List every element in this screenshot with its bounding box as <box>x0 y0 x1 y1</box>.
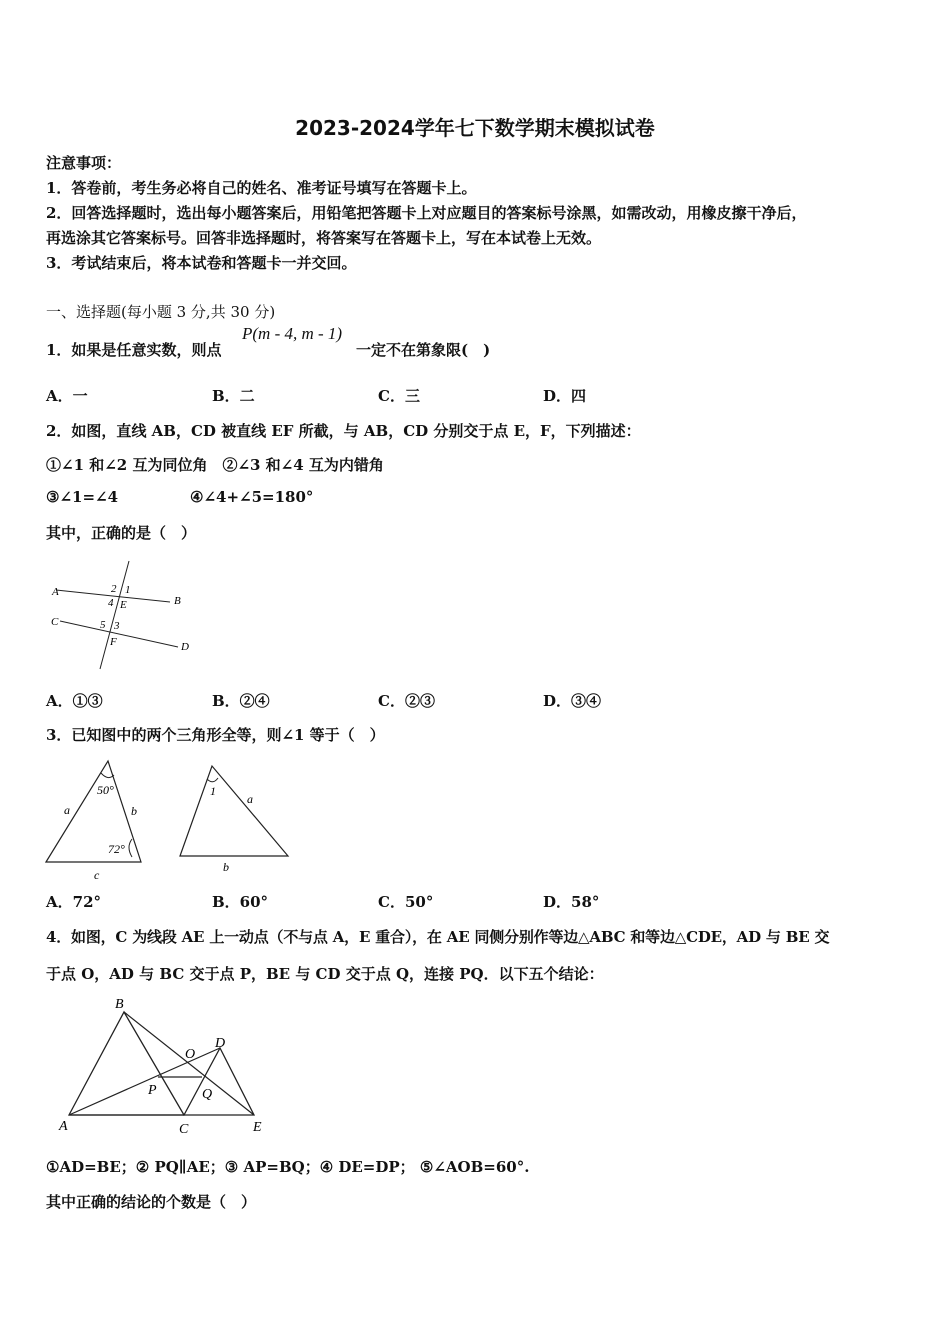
label-angle-5: 5 <box>100 619 106 631</box>
q4-ask: 其中正确的结论的个数是（ ） <box>46 1193 257 1211</box>
label-angle-1: 1 <box>210 784 216 798</box>
notice-item-2a: 2．回答选择题时，选出每小题答案后，用铅笔把答题卡上对应题目的答案标号涂黑，如需改动，用橡皮擦干净后， <box>46 204 807 222</box>
q4-figure <box>52 990 282 1140</box>
q2-stem: 2．如图，直线 AB，CD 被直线 EF 所截，与 AB，CD 分别交于点 E，F，下列描述： <box>46 422 641 440</box>
notice-item-3: 3．考试结束后，将本试卷和答题卡一并交回。 <box>46 254 357 272</box>
label-e: E <box>253 1120 262 1135</box>
label-angle-2: 2 <box>111 583 117 595</box>
triangle-2 <box>180 766 288 856</box>
label-b: B <box>174 595 181 607</box>
label-angle-3: 3 <box>114 620 120 632</box>
q1-option-a: A．一 <box>46 387 88 405</box>
label-b: b <box>131 804 137 818</box>
label-o: O <box>185 1047 196 1062</box>
q1-math-point: P(m - 4, m - 1) <box>242 324 343 343</box>
triangle-abc <box>69 1012 184 1115</box>
label-b: B <box>115 997 124 1012</box>
q3-stem: 3．已知图中的两个三角形全等，则∠1 等于（ ） <box>46 726 385 744</box>
notice-item-1: 1．答卷前，考生务必将自己的姓名、准考证号填写在答题卡上。 <box>46 179 477 197</box>
label-b-2: b <box>223 860 229 874</box>
segment-ad <box>69 1048 220 1115</box>
label-d: D <box>215 1036 226 1051</box>
segment-be <box>124 1012 254 1115</box>
label-72deg: 72° <box>108 842 125 856</box>
q2-option-c: C．②③ <box>378 692 435 710</box>
q2-figure <box>44 555 204 675</box>
notice-item-2b: 再选涂其它答案标号。回答非选择题时，将答案写在答题卡上，写在本试卷上无效。 <box>46 229 602 247</box>
label-a: A <box>59 1119 68 1134</box>
label-a: A <box>52 586 59 598</box>
q2-statement-3: ③∠1=∠4 <box>46 488 119 506</box>
line-ef <box>100 561 129 669</box>
q1-stem-a: 1．如果是任意实数，则点 <box>46 341 222 359</box>
q2-statements-1: ①∠1 和∠2 互为同位角 ②∠3 和∠4 互为内错角 <box>46 456 384 474</box>
angle-arc-72 <box>129 839 132 857</box>
label-c: C <box>179 1122 189 1137</box>
triangle-1 <box>46 761 141 862</box>
label-c: c <box>94 868 100 882</box>
q1-option-b: B．二 <box>212 387 255 405</box>
q4-stem-b: 于点 O，AD 与 BC 交于点 P，BE 与 CD 交于点 Q，连接 PQ．以下五个结论： <box>46 965 604 983</box>
label-angle-1: 1 <box>125 584 131 596</box>
q3-option-b: B．60° <box>212 893 269 911</box>
label-e: E <box>120 599 127 611</box>
page-title: 2023-2024学年七下数学期末模拟试卷 <box>295 116 655 140</box>
q1-option-d: D．四 <box>543 387 587 405</box>
label-50deg: 50° <box>97 783 114 797</box>
q3-option-a: A．72° <box>46 893 102 911</box>
label-p: P <box>148 1083 157 1098</box>
q3-option-d: D．58° <box>543 893 600 911</box>
label-a-2: a <box>247 792 253 806</box>
label-a: a <box>64 803 70 817</box>
q1-stem-b: 一定不在第象限( ) <box>356 341 491 359</box>
label-q: Q <box>202 1087 213 1102</box>
q2-option-d: D．③④ <box>543 692 602 710</box>
q3-option-c: C．50° <box>378 893 434 911</box>
label-angle-4: 4 <box>108 597 114 609</box>
q4-stem-a: 4．如图，C 为线段 AE 上一动点（不与点 A，E 重合），在 AE 同侧分别作等边△ABC 和等边△CDE，AD 与 BE 交 <box>46 928 830 946</box>
q1-option-c: C．三 <box>378 387 420 405</box>
q2-statement-4: ④∠4+∠5=180° <box>190 488 314 506</box>
q2-ask: 其中，正确的是（ ） <box>46 524 197 542</box>
q4-conclusions: ①AD=BE；② PQ∥AE；③ AP=BQ；④ DE=DP； ⑤∠AOB=60°. <box>46 1158 530 1176</box>
q2-option-a: A．①③ <box>46 692 103 710</box>
label-f: F <box>110 636 117 648</box>
notice-heading: 注意事项： <box>46 154 122 172</box>
label-d: D <box>181 641 189 653</box>
angle-arc-1 <box>207 778 218 782</box>
label-c: C <box>51 616 59 628</box>
q2-option-b: B．②④ <box>212 692 270 710</box>
section-heading: 一、选择题(每小题 3 分,共 30 分) <box>46 303 276 321</box>
q3-figure <box>40 755 310 885</box>
